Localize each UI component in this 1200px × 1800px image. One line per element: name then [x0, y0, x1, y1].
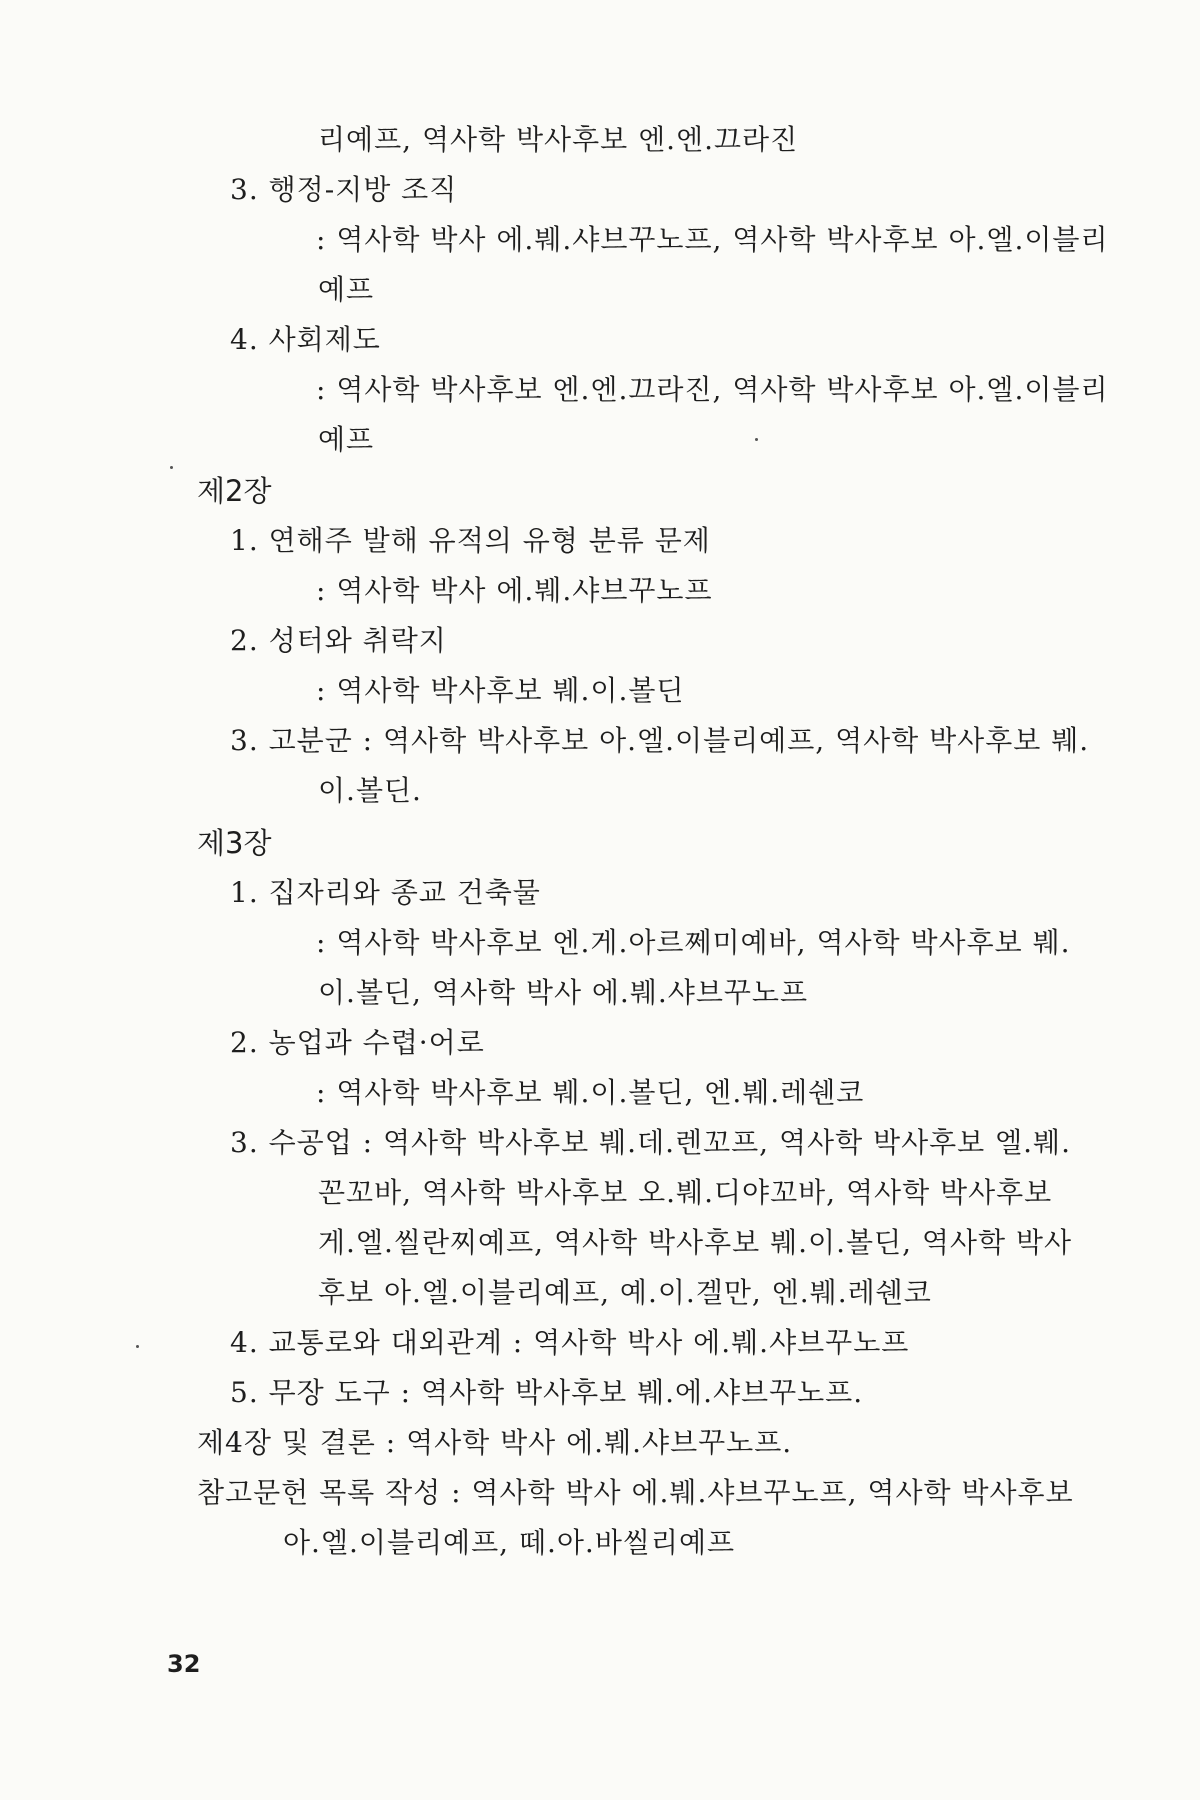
chapter-heading: 제3장 [197, 826, 272, 860]
text-line: : 역사학 박사후보 엔.엔.끄라진, 역사학 박사후보 아.엘.이블리 [316, 373, 1109, 406]
section-item: 3. 행정-지방 조직 [230, 173, 458, 206]
text-line: : 역사학 박사후보 붸.이.볼딘 [316, 674, 685, 707]
text-line: : 역사학 박사후보 붸.이.볼딘, 엔.붸.레쉔코 [316, 1076, 865, 1109]
page-number: 32 [167, 1650, 201, 1678]
text-line: 게.엘.씰란찌예프, 역사학 박사후보 붸.이.볼딘, 역사학 박사 [318, 1226, 1073, 1259]
text-line: 리예프, 역사학 박사후보 엔.엔.끄라진 [318, 123, 799, 156]
text-line: 이.볼딘. [318, 774, 422, 807]
text-line: 이.볼딘, 역사학 박사 에.붸.샤브꾸노프 [318, 976, 809, 1009]
text-line: : 역사학 박사후보 엔.게.아르쩨미예바, 역사학 박사후보 붸. [316, 926, 1071, 959]
section-item: 3. 수공업 : 역사학 박사후보 붸.데.렌꼬프, 역사학 박사후보 엘.붸. [230, 1126, 1072, 1159]
chapter-heading: 제4장 및 결론 : 역사학 박사 에.붸.샤브꾸노프. [197, 1426, 793, 1459]
text-line: 후보 아.엘.이블리예프, 예.이.겔만, 엔.붸.레쉔코 [318, 1276, 932, 1309]
scan-speck [170, 466, 173, 469]
text-line: 예프 [318, 273, 375, 306]
section-item: 4. 교통로와 대외관계 : 역사학 박사 에.붸.샤브꾸노프 [230, 1326, 910, 1359]
section-item: 2. 성터와 취락지 [230, 624, 447, 657]
section-item: 2. 농업과 수렵·어로 [230, 1026, 485, 1059]
text-line: : 역사학 박사 에.붸.샤브꾸노프 [316, 574, 713, 607]
scan-speck [136, 1345, 139, 1348]
section-item: 4. 사회제도 [230, 323, 381, 356]
text-line: 아.엘.이블리예프, 떼.아.바씰리예프 [283, 1526, 736, 1559]
section-item: 5. 무장 도구 : 역사학 박사후보 붸.에.샤브꾸노프. [230, 1376, 864, 1409]
text-line: : 역사학 박사 에.붸.샤브꾸노프, 역사학 박사후보 아.엘.이블리 [316, 223, 1109, 256]
scan-speck [755, 438, 758, 441]
section-item: 3. 고분군 : 역사학 박사후보 아.엘.이블리예프, 역사학 박사후보 붸. [230, 724, 1090, 757]
text-line: 예프 [318, 423, 375, 456]
section-item: 참고문헌 목록 작성 : 역사학 박사 에.붸.샤브꾸노프, 역사학 박사후보 [197, 1476, 1074, 1509]
chapter-heading: 제2장 [197, 474, 272, 508]
section-item: 1. 집자리와 종교 건축물 [230, 876, 541, 909]
text-line: 꼰꼬바, 역사학 박사후보 오.붸.디야꼬바, 역사학 박사후보 [318, 1176, 1053, 1209]
section-item: 1. 연해주 발해 유적의 유형 분류 문제 [230, 524, 711, 557]
